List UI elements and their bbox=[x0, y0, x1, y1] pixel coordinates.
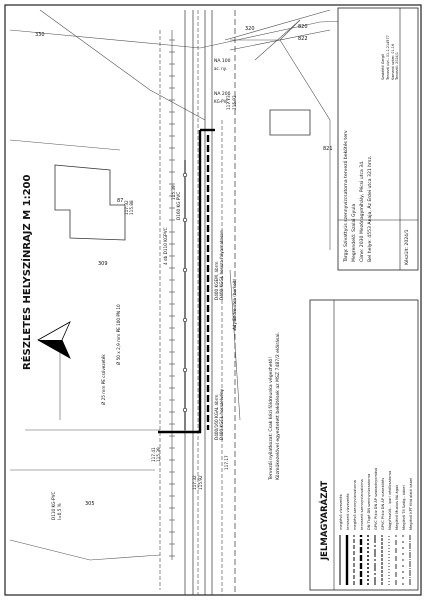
parcel-number: 305 bbox=[85, 501, 95, 507]
legend-title: JELMAGYARÁZAT bbox=[320, 480, 330, 560]
elevation-label: 117.73 bbox=[226, 95, 231, 110]
parcel-number: 821 bbox=[323, 146, 333, 152]
manhole bbox=[183, 368, 187, 372]
elevation-label: 115.88 bbox=[129, 200, 134, 215]
elevation-label: 117.32 bbox=[124, 200, 129, 215]
legend-item-label: GPVC Ptkiz DN ÁP szabadnyomású bbox=[374, 467, 378, 530]
dimension-label: D160 KG PVC bbox=[176, 191, 181, 220]
parcel-line bbox=[230, 40, 330, 250]
sewer-main-pipe bbox=[158, 130, 200, 432]
manhole bbox=[183, 218, 187, 222]
elevation-label: 115.39 bbox=[156, 447, 161, 462]
elevation-label: 117.32 bbox=[192, 475, 197, 490]
north-arrow-icon bbox=[38, 322, 70, 358]
legend-item-label: tervezett vízvezeték bbox=[346, 493, 350, 530]
legend-item-label: meglévő szennyvízcsatorna bbox=[353, 480, 357, 530]
designer-note: Közműkezelővel egyeztetett bekötések az MSZ 7487/2 előírásai. bbox=[276, 332, 281, 480]
manhole bbox=[183, 268, 187, 272]
legend-item-label: GPVC Ptkiz DN ÁP vízbekötés bbox=[381, 477, 385, 530]
building-outline bbox=[55, 165, 125, 240]
title-address: Címe: 2030 Mezőnagymihály, Pécsi utca 34. bbox=[360, 160, 365, 262]
road-label: Ady Endre utca (burkolt) bbox=[232, 278, 237, 330]
legend-item-label: Nagyfeszült... ipari védőcsatorna bbox=[388, 470, 392, 530]
pipe-label: NA 200 bbox=[214, 92, 231, 97]
title-block bbox=[338, 8, 418, 270]
pipe-label: D400/160 KGAL ábrm bbox=[214, 394, 219, 440]
designer-stamp-line: Szakértő Gergő bbox=[381, 53, 385, 80]
title-construction: Bel helye: 4553 Anaja, Áz Erdei utca 321 hrsz. bbox=[368, 155, 373, 262]
legend-item-label: Meglévő KPT föld alatti kábel bbox=[409, 477, 413, 530]
legend-item-label: Meglévő Tő Szálg.. kábel bbox=[402, 485, 406, 530]
parcel-number: 822 bbox=[298, 36, 308, 42]
elevation-label: 115.92 bbox=[198, 475, 203, 490]
elevation-label: 117.17 bbox=[224, 455, 229, 470]
dimension-label: D110 KG-PVC bbox=[51, 491, 56, 520]
manhole bbox=[183, 173, 187, 177]
title-date: Készült: 2024/1 bbox=[405, 229, 410, 265]
title-client: Megrendelő: Szalai Gyula bbox=[352, 203, 357, 262]
pipe-label: ac. ny. bbox=[214, 66, 227, 71]
pipe-label: D400 KGGL hossza folyamatosan bbox=[219, 230, 224, 300]
legend-item-label: DN Tkgé DN szennyvízcsatorna bbox=[367, 473, 371, 530]
parcel-number: 820 bbox=[298, 24, 308, 30]
elevation-label: 115.92 bbox=[232, 95, 237, 110]
building-outline bbox=[270, 110, 310, 135]
dimension-label: 4 db D110 KGPVC bbox=[163, 227, 168, 265]
title-subject: Tárgy: Szivattyús szennyvízcsatorna tervező bekötés terv bbox=[344, 130, 349, 262]
pipe-label: D400 KGGL hosszelvény bbox=[219, 388, 224, 440]
parcel-line bbox=[40, 10, 205, 120]
parcel-number: 309 bbox=[98, 261, 108, 267]
pipe-label: NA 100 bbox=[214, 59, 231, 64]
designer-stamp-line: Tervező vízi.. 01-1-214977 bbox=[386, 35, 390, 80]
dimension-label: I=0,5 % bbox=[57, 503, 62, 520]
legend bbox=[310, 300, 418, 590]
dimension-label: Ø 50 x 2,9 mm PE 100 PN 10 bbox=[116, 304, 121, 365]
parcel-number: 320 bbox=[245, 26, 255, 32]
drawing-title: RÉSZLETES HELYSZÍNRAJZ M 1:200 bbox=[22, 174, 33, 370]
parcel-number: 87 bbox=[117, 198, 124, 204]
designer-stamp-line: Tervezői: 2024/1 bbox=[395, 51, 399, 80]
parcel-number: 330 bbox=[35, 32, 45, 38]
manhole bbox=[183, 408, 187, 412]
pipe-label: KG-PVC bbox=[214, 99, 230, 104]
legend-item-label: Meglévő Mustos NA ágak bbox=[395, 484, 399, 530]
elevation-label: 115.39 bbox=[171, 185, 176, 200]
pipe-label: D400 KGEM, ábrm bbox=[214, 261, 219, 300]
designer-stamp-line: Kamarai szám: 01-16 bbox=[391, 43, 395, 80]
legend-item-label: meglévő vízvezeték bbox=[339, 494, 343, 530]
dimension-label: Ø 25 mm PE csővezeték bbox=[101, 354, 106, 405]
cable-line bbox=[225, 10, 330, 40]
parcel-line bbox=[10, 540, 160, 560]
parcel-line bbox=[10, 140, 120, 150]
legend-item-label: tervezett szennyvízcsatorna bbox=[360, 479, 364, 530]
manhole bbox=[183, 318, 187, 322]
elevation-label: 117.41 bbox=[151, 447, 156, 462]
designer-note: Tervezői nyilatkozat: Csak kézi földmunka végezhető! bbox=[269, 356, 274, 480]
